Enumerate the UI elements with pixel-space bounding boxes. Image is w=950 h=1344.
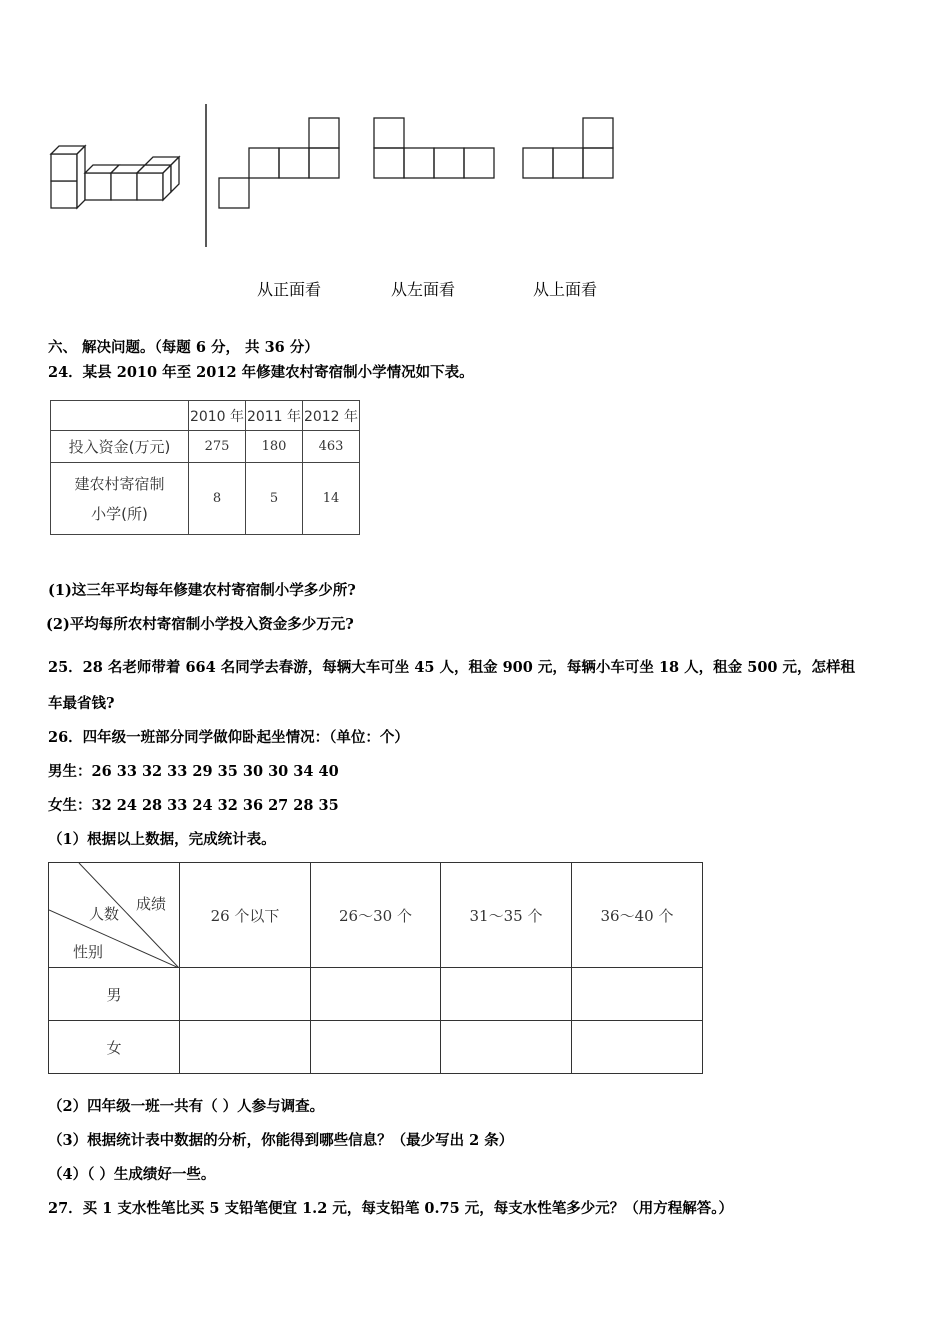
table-corner-cell bbox=[51, 401, 189, 431]
column-header: 26 个以下 bbox=[180, 863, 311, 968]
year-header: 2012 年 bbox=[303, 401, 360, 431]
column-header: 26～30 个 bbox=[311, 863, 441, 968]
left-view-drawing bbox=[374, 118, 494, 178]
schools-row-label-line2: 小学(所) bbox=[91, 504, 148, 523]
q25-line2: 车最省钱? bbox=[48, 695, 115, 712]
cube-views-figure bbox=[0, 0, 950, 260]
row-label-girls: 女 bbox=[49, 1021, 180, 1074]
table-cell: 5 bbox=[246, 463, 303, 535]
top-view-drawing bbox=[523, 118, 613, 178]
q27-text: 27．买 1 支水性笔比买 5 支铅笔便宜 1.2 元，每支铅笔 0.75 元，每支水性笔多少元？（用方程解答。） bbox=[48, 1200, 734, 1217]
table-cell: 8 bbox=[189, 463, 246, 535]
row-label-boys: 男 bbox=[49, 968, 180, 1021]
answer-cell[interactable] bbox=[441, 1021, 572, 1074]
answer-cell[interactable] bbox=[311, 968, 441, 1021]
table-cell: 275 bbox=[189, 431, 246, 463]
schools-row-label bbox=[51, 463, 189, 535]
answer-cell[interactable] bbox=[572, 968, 703, 1021]
cube-stack-drawing bbox=[51, 146, 179, 208]
q26-boys-data: 男生：26 33 32 33 29 35 30 30 34 40 bbox=[48, 763, 339, 780]
q26-sub4: （4）（ ）生成绩好一些。 bbox=[48, 1166, 216, 1183]
q26-girls-data: 女生：32 24 28 33 24 32 36 27 28 35 bbox=[48, 797, 339, 814]
diagonal-header-cell bbox=[49, 863, 180, 968]
q26-sub3: （3）根据统计表中数据的分析，你能得到哪些信息？（最少写出 2 条） bbox=[48, 1132, 514, 1149]
q26-sub2: （2）四年级一班一共有（ ）人参与调查。 bbox=[48, 1098, 325, 1115]
column-header: 31～35 个 bbox=[441, 863, 572, 968]
year-header: 2010 年 bbox=[189, 401, 246, 431]
q26-sub1: （1）根据以上数据，完成统计表。 bbox=[48, 831, 276, 848]
q25-line1: 25．28 名老师带着 664 名同学去春游，每辆大车可坐 45 人，租金 900 元，每辆小车可坐 18 人，租金 500 元，怎样租 bbox=[48, 659, 856, 676]
q26-text: 26．四年级一班部分同学做仰卧起坐情况：（单位：个） bbox=[48, 729, 409, 746]
q24-text: 24．某县 2010 年至 2012 年修建农村寄宿制小学情况如下表。 bbox=[48, 364, 474, 381]
left-view-label: 从左面看 bbox=[391, 280, 456, 299]
table-cell: 180 bbox=[246, 431, 303, 463]
q24-sub1: (1)这三年平均每年修建农村寄宿制小学多少所? bbox=[48, 582, 356, 599]
answer-cell[interactable] bbox=[180, 1021, 311, 1074]
front-view-label: 从正面看 bbox=[257, 280, 322, 299]
q24-sub2: (2)平均每所农村寄宿制小学投入资金多少万元? bbox=[46, 616, 354, 633]
year-header: 2011 年 bbox=[246, 401, 303, 431]
funding-row-label: 投入资金(万元) bbox=[51, 431, 189, 463]
corner-score-label: 成绩 bbox=[136, 895, 167, 913]
table-cell: 463 bbox=[303, 431, 360, 463]
answer-cell[interactable] bbox=[572, 1021, 703, 1074]
answer-cell[interactable] bbox=[311, 1021, 441, 1074]
top-view-label: 从上面看 bbox=[533, 280, 598, 299]
column-header: 36～40 个 bbox=[572, 863, 703, 968]
answer-cell[interactable] bbox=[441, 968, 572, 1021]
q24-data-table bbox=[50, 400, 360, 535]
table-cell: 14 bbox=[303, 463, 360, 535]
q26-stats-table bbox=[48, 862, 703, 1074]
corner-gender-label: 性别 bbox=[73, 943, 104, 961]
corner-count-label: 人数 bbox=[89, 905, 120, 923]
answer-cell[interactable] bbox=[180, 968, 311, 1021]
schools-row-label-line1: 建农村寄宿制 bbox=[74, 474, 165, 493]
front-view-drawing bbox=[219, 118, 339, 208]
section-title: 六、 解决问题。（每题 6 分， 共 36 分） bbox=[48, 339, 319, 356]
